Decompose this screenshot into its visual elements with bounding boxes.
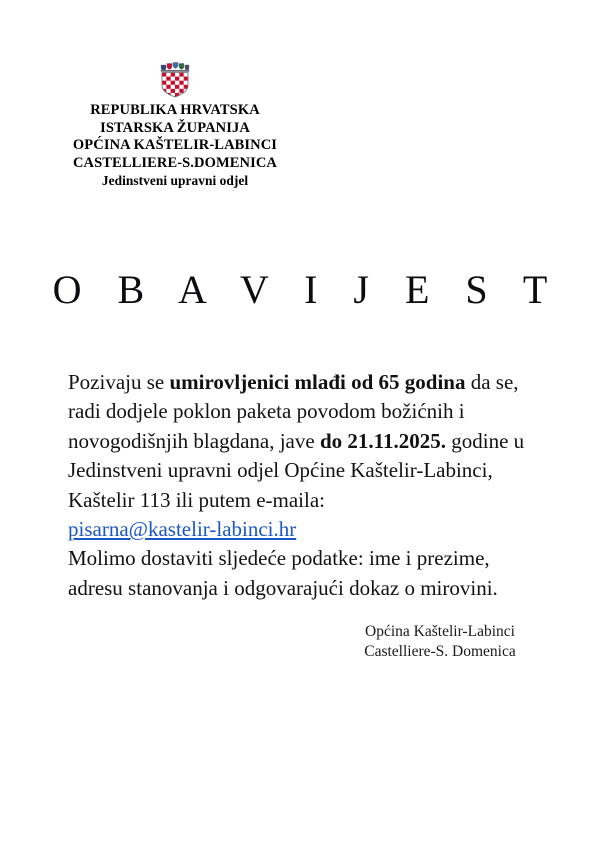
body-segment-1: Pozivaju se — [68, 370, 170, 394]
org-line-republika: REPUBLIKA HRVATSKA — [90, 102, 260, 118]
org-line-department: Jedinstveni upravni odjel — [101, 173, 249, 189]
letterhead — [0, 62, 350, 190]
body-bold-pensioners: umirovljenici mlađi od 65 godina — [169, 370, 466, 394]
body-paragraph-2: Molimo dostaviti sljedeće podatke: ime i prezime, adresu stanovanja i odgovarajući dokaz o mirovini. — [68, 546, 498, 600]
signature-line-opcina: Općina Kaštelir-Labinci — [365, 623, 515, 640]
email-link[interactable]: pisarna@kastelir-labinci.hr — [68, 517, 297, 542]
org-line-castelliere: CASTELLIERE-S.DOMENICA — [72, 154, 278, 171]
body-segment-2: da se, radi dodjele poklon paketa povodom božićnih i novogodišnjih blagdana, jave — [68, 370, 519, 453]
organization-block — [0, 102, 350, 190]
body-segment-3: godine u Jedinstveni upravni odjel Općine Kaštelir-Labinci, Kaštelir 113 ili putem e-maila: — [68, 428, 525, 512]
org-line-opcina: OPĆINA KAŠTELIR-LABINCI — [72, 137, 278, 154]
signature-line-castelliere: Castelliere-S. Domenica — [364, 642, 516, 660]
croatian-coat-of-arms-icon — [160, 62, 190, 98]
body-paragraph-1 — [68, 368, 538, 544]
org-line-zupanija: ISTARSKA ŽUPANIJA — [100, 119, 250, 136]
signature-block — [330, 622, 550, 661]
page-title: O B A V I J E S T — [52, 267, 561, 312]
notice-body — [68, 368, 538, 603]
body-bold-deadline: do 21.11.2025. — [319, 428, 446, 453]
